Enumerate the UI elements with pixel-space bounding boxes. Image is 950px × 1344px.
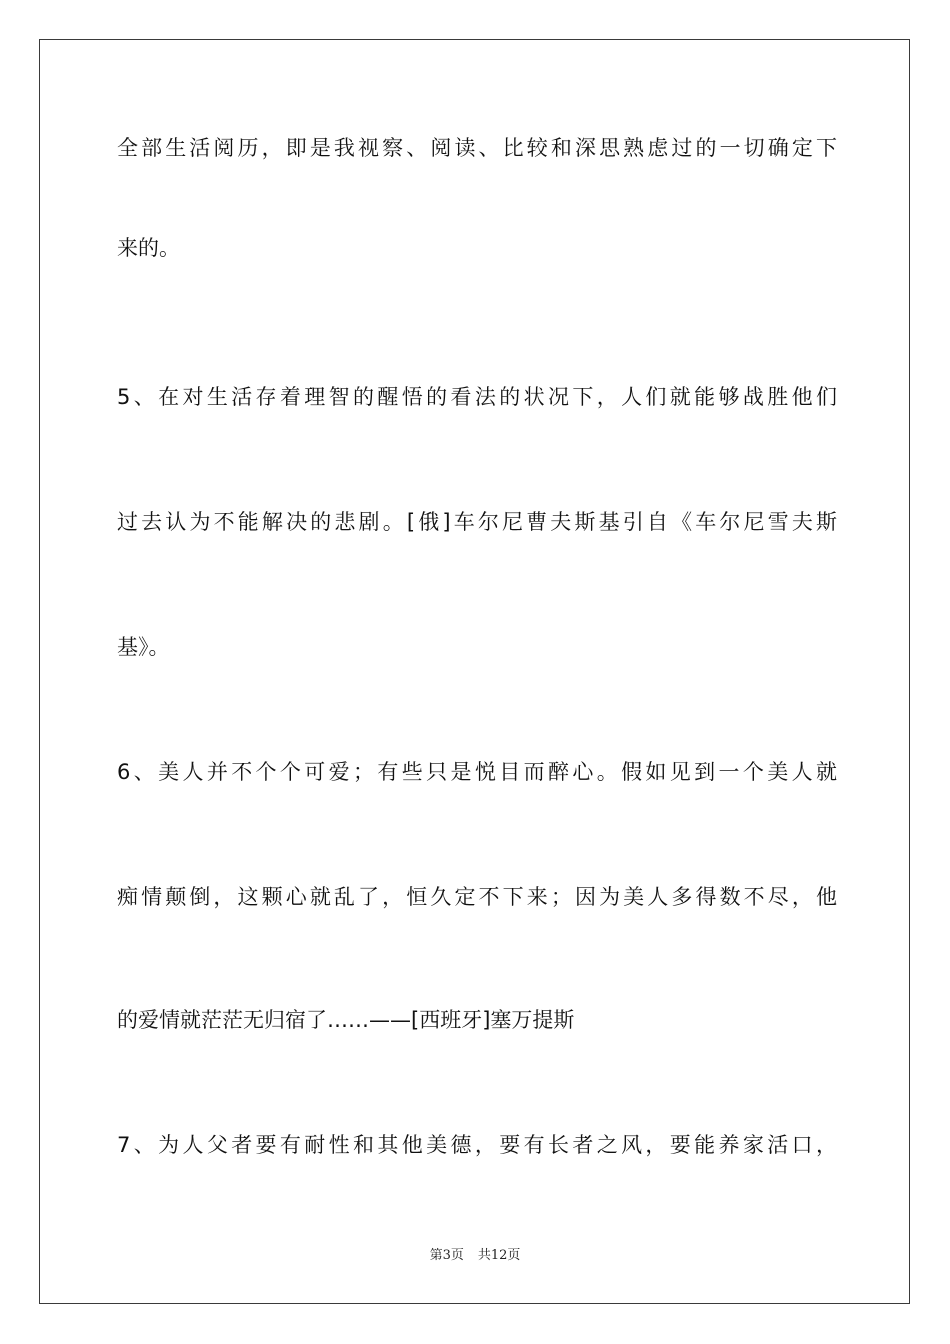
- body-text-line: 的爱情就茫茫无归宿了……——[西班牙]塞万提斯: [117, 1008, 575, 1032]
- page-footer: [0, 1248, 950, 1264]
- body-text-line: 6、美人并不个个可爱；有些只是悦目而醉心。假如见到一个美人就: [117, 760, 837, 784]
- body-text-line: 过去认为不能解决的悲剧。[俄]车尔尼曹夫斯基引自《车尔尼雪夫斯: [117, 510, 837, 534]
- body-text-line: 5、在对生活存着理智的醒悟的看法的状况下，人们就能够战胜他们: [117, 385, 837, 409]
- body-text-line: 痴情颠倒，这颗心就乱了，恒久定不下来；因为美人多得数不尽，他: [117, 885, 837, 909]
- body-text-line: 全部生活阅历，即是我视察、阅读、比较和深思熟虑过的一切确定下: [117, 136, 837, 160]
- body-text-line: 基》。: [117, 635, 170, 659]
- body-text-line: 7、为人父者要有耐性和其他美德，要有长者之风，要能养家活口，: [117, 1133, 837, 1157]
- body-text-line: 来的。: [117, 236, 180, 260]
- page-number: 第3页: [429, 1248, 464, 1263]
- page-total: 共12页: [477, 1248, 521, 1263]
- page-border: [39, 39, 910, 1304]
